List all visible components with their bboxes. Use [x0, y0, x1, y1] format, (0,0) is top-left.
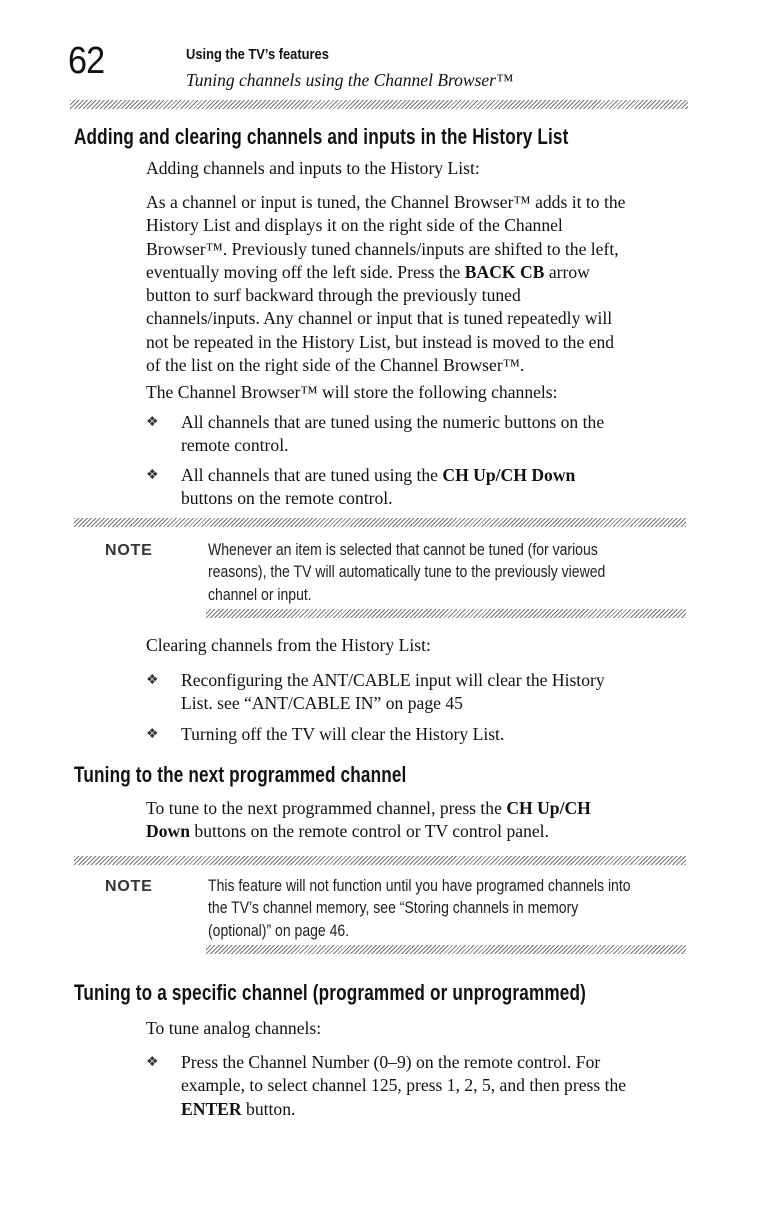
note-text: Whenever an item is selected that cannot be tuned (for various reasons), the TV will automatically tune to the previously viewed channel or input.	[208, 541, 606, 604]
list-item: ❖ Reconfiguring the ANT/CABLE input will clear the History List. see “ANT/CABLE IN” on page 45	[146, 670, 605, 714]
paragraph-history-intro: Adding channels and inputs to the History List:	[146, 158, 480, 178]
note-rule-top	[74, 518, 686, 527]
section-heading-next-channel: Tuning to the next programmed channel	[74, 762, 407, 787]
four-diamond-bullet-icon: ❖	[146, 673, 159, 688]
note-rule-top	[74, 856, 686, 865]
list-item: ❖ Press the Channel Number (0–9) on the remote control. For example, to select channel 125, press 1, 2, 5, and then press the ENTER button.	[146, 1052, 627, 1119]
section-heading-history-list: Adding and clearing channels and inputs in the History List	[74, 124, 569, 149]
note-rule-bottom	[206, 945, 686, 954]
header-rule	[70, 100, 688, 109]
paragraph-history-description: As a channel or input is tuned, the Channel Browser™ adds it to the History List and displays it on the right side of the Channel Browser™. Previously tuned channels/inputs are shifted to the left, eventually moving off the left side. Press the BACK CB arrow button to surf backward through the previously tuned channels/inputs. Any channel or input that is tuned repeatedly will not be repeated in the History List, but instead is moved to the end of the list on the right side of the Channel Browser™.	[146, 192, 626, 376]
section-heading-specific-channel: Tuning to a specific channel (programmed or unprogrammed)	[74, 980, 586, 1005]
paragraph-clearing-intro: Clearing channels from the History List:	[146, 635, 431, 655]
note-text: This feature will not function until you have programed channels into the TV’s channel memory, see “Storing channels in memory (optional)” on page 46.	[208, 877, 631, 940]
list-item: ❖ Turning off the TV will clear the History List.	[146, 723, 691, 746]
header-subsection-title: Tuning channels using the Channel Browser™	[186, 70, 514, 90]
four-diamond-bullet-icon: ❖	[146, 727, 159, 742]
note-label: NOTE	[105, 542, 153, 559]
note-label: NOTE	[105, 878, 153, 895]
four-diamond-bullet-icon: ❖	[146, 468, 159, 483]
enter-keyword: ENTER	[181, 1098, 242, 1119]
header-section-title: Using the TV’s features	[186, 46, 329, 63]
list-item: ❖ All channels that are tuned using the numeric buttons on the remote control.	[146, 412, 605, 456]
list-item: ❖ All channels that are tuned using the CH Up/CH Down buttons on the remote control.	[146, 465, 576, 509]
paragraph-next-channel: To tune to the next programmed channel, press the CH Up/CH Down buttons on the remote control or TV control panel.	[146, 798, 591, 842]
page-number: 62	[68, 40, 105, 82]
paragraph-store-intro: The Channel Browser™ will store the following channels:	[146, 382, 558, 402]
paragraph-analog-intro: To tune analog channels:	[146, 1018, 322, 1038]
back-cb-keyword: BACK CB	[464, 261, 545, 282]
four-diamond-bullet-icon: ❖	[146, 1055, 159, 1070]
note-rule-bottom	[206, 609, 686, 618]
four-diamond-bullet-icon: ❖	[146, 415, 159, 430]
